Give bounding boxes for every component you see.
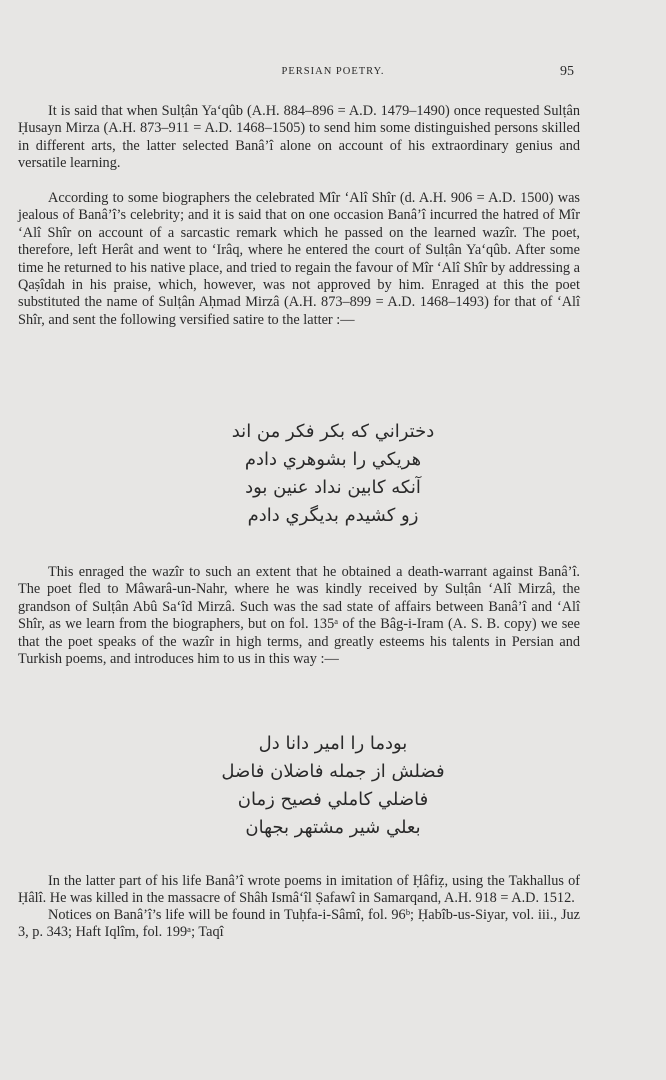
persian-verse-satire [0, 418, 666, 530]
paragraph-text: According to some biographers the celebrated Mîr ‘Alî Shîr (d. A.H. 906 = A.D. 1500) was jealous of Banâ’î’s celebrity; and it is said that on one occasion Banâ’î incurred the hatred of Mîr ‘Alî Shîr on account of a sarcastic remark which he passed on the learned wazîr. The poet, therefore, left Herât and went to ‘Irâq, where he entered the court of Sulṭân Ya‘qûb. After some time he returned to his native place, and tried to regain the favour of Mîr ‘Alî Shîr by addressing a Qaṣîdah in his praise, which, however, was not approved by him. Enraged at this the poet substituted the name of Sulṭân Aḥmad Mirzâ (A.H. 873–899 = A.D. 1468–1493) for that of ‘Alî Shîr, and sent the following versified satire to the latter :— [18, 190, 580, 328]
paragraph-death-warrant [18, 564, 580, 668]
paragraph-text: It is said that when Sulṭân Ya‘qûb (A.H. 884–896 = A.D. 1479–1490) once requested Sulṭân Ḥusayn Mirza (A.H. 873–911 = A.D. 1468–1505) to send him some distinguished persons skilled in different arts, the latter selected Banâ’î alone on account of his extraordinary genius and versatile learning. [18, 103, 580, 172]
paragraph-sultan-yaqub [18, 103, 580, 173]
paragraph-biographers [18, 190, 580, 329]
verse-line: فاضلي كاملي فصيح زمان [237, 789, 429, 810]
paragraph-later-life [18, 873, 580, 908]
verse-line: فضلش از جمله فاضلان فاضل [221, 761, 445, 782]
page-header [0, 66, 666, 82]
persian-verse-praise [0, 730, 666, 842]
paragraph-text: In the latter part of his life Banâ’î wrote poems in imitation of Ḥâfiẓ, using the Takhallus of Ḥâlî. He was killed in the massacre of Shâh Ismâ‘îl Ṣafawî in Samarqand, A.H. 918 = A.D. 1512. [18, 873, 580, 907]
verse-line: بودما را امير دانا دل [258, 733, 408, 754]
paragraph-text: This enraged the wazîr to such an extent that he obtained a death-warrant against Banâ’î. The poet fled to Mâwarâ-un-Nahr, where he was kindly received by Sulṭân ‘Alî Mirzâ, the grandson of Sulṭân Abû Sa‘îd Mirzâ. Such was the sad state of affairs between Banâ’î and ‘Alî Shîr, as we learn from the biographers, but on fol. 135ᵃ of the Bâg-i-Iram (A. S. B. copy) we see that the poet speaks of the wazîr in high terms, and greatly esteems his talents in Persian and Turkish poems, and introduces him to us in this way :— [18, 564, 580, 668]
verse-line: آنكه كابين نداد عنين بود [245, 477, 421, 498]
verse-line: بعلي شير مشتهر بجهان [245, 817, 421, 838]
verse-line: هريكي را بشوهري دادم [244, 449, 422, 470]
verse-line: دختراني كه بكر فكر من اند [231, 421, 435, 442]
running-head: PERSIAN POETRY. [281, 66, 385, 77]
page-number: 95 [560, 64, 574, 79]
paragraph-text: Notices on Banâ’î’s life will be found in Tuḥfa-i-Sâmî, fol. 96ᵇ; Ḥabîb-us-Siyar, vol. iii., Juz 3, p. 343; Haft Iqlîm, fol. 199ᵃ; Taqî [18, 907, 580, 941]
verse-line: زو كشيدم بديگري دادم [247, 505, 419, 526]
paragraph-notices [18, 907, 580, 942]
